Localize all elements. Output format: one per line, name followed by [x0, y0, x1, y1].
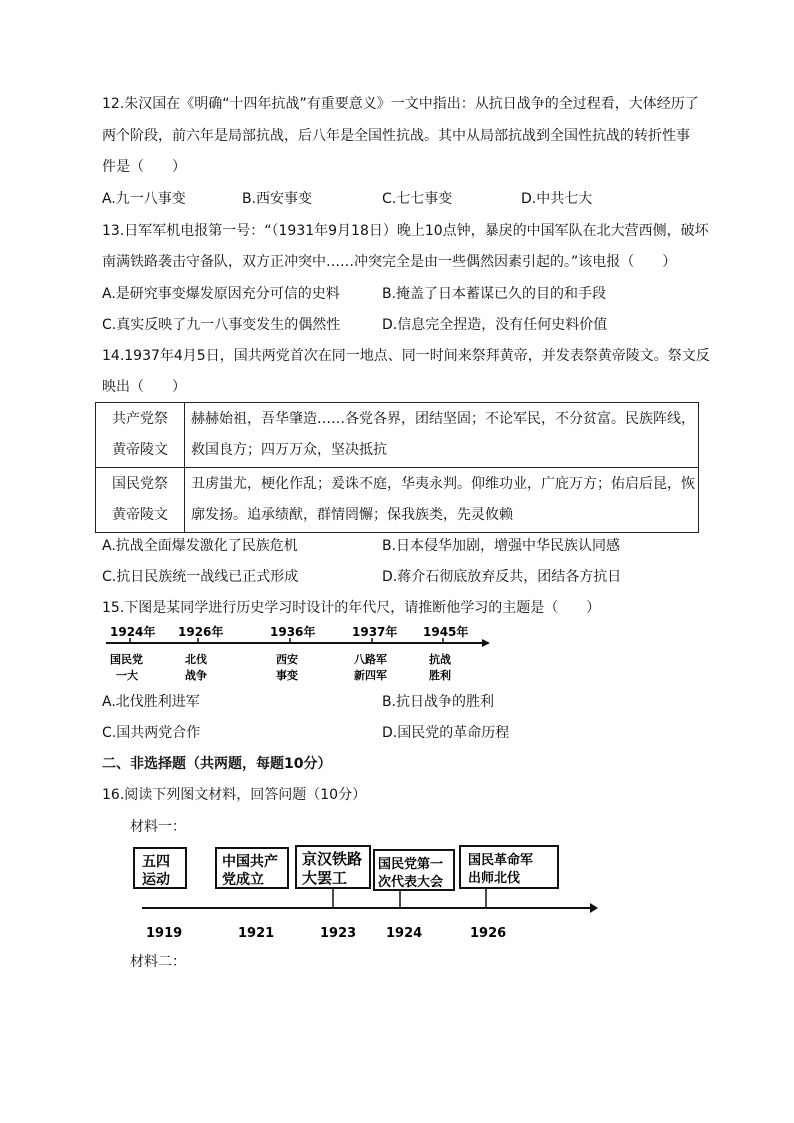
text-line: 廓发扬。追承绩猷，群情罔懈；保我族类，先灵攸赖	[191, 507, 513, 523]
q13-option-b: B.掩盖了日本蓄谋已久的目的和手段	[382, 286, 607, 302]
timeline-year: 1945年	[423, 625, 469, 639]
q14-option-c: C.抗日民族统一战线已正式形成	[102, 569, 299, 585]
q14-option-d: D.蒋介石彻底放弃反共，团结各方抗日	[382, 569, 622, 585]
q14-stem-line2: 映出（ ）	[102, 379, 186, 395]
q14-stem-line1: 14.1937年4月5日，国共两党首次在同一地点、同一时间来祭拜黄帝，并发表祭黄帝陵文。祭文反	[102, 348, 710, 364]
q14-option-b: B.日本侵华加剧，增强中华民族认同感	[382, 538, 621, 554]
row-label	[96, 468, 185, 533]
timeline-year: 1924	[386, 926, 423, 941]
text-line: 丑虏蚩尤，梗化作乱；爰诛不庭，华夷永判。仰维功业，广庇万方；佑启后昆，恢	[191, 476, 695, 492]
timeline-event: 胜利	[429, 669, 451, 682]
q16-timeline	[128, 842, 608, 946]
event-label: 运动	[142, 872, 170, 888]
timeline-event: 抗战	[429, 653, 451, 666]
q13-option-a: A.是研究事变爆发原因充分可信的史料	[102, 286, 340, 302]
event-label: 五四	[142, 854, 170, 870]
row-text	[185, 468, 699, 533]
timeline-entry	[374, 850, 454, 941]
q13-stem-line2: 南满铁路袭击守备队，双方正冲突中……冲突完全是由一些偶然因素引起的。”该电报（ ）	[102, 254, 677, 270]
q15-stem: 15.下图是某同学进行历史学习时设计的年代尺，请推断他学习的主题是（ ）	[102, 600, 601, 616]
q15-option-b: B.抗日战争的胜利	[382, 694, 495, 710]
timeline-arrow	[482, 639, 490, 647]
q16-stem: 16.阅读下列图文材料，回答问题（10分）	[102, 787, 367, 803]
timeline-year: 1936年	[270, 625, 316, 639]
q13-option-d: D.信息完全捏造，没有任何史料价值	[382, 317, 608, 333]
material-two-label: 材料二：	[130, 954, 186, 970]
q12-option-b: B.西安事变	[242, 191, 313, 207]
event-label: 国民党第一	[378, 857, 444, 872]
timeline-event: 北伐	[185, 653, 207, 666]
event-label: 国民革命军	[468, 853, 534, 868]
timeline-entry	[352, 624, 397, 682]
timeline-year: 1919	[146, 926, 183, 941]
label-line: 黄帝陵文	[112, 507, 168, 523]
timeline-year: 1921	[238, 926, 275, 941]
timeline-event: 西安	[276, 653, 298, 666]
timeline-arrow	[590, 903, 598, 913]
timeline-entry	[216, 848, 288, 941]
q13-stem-line1: 13.日军军机电报第一号：“（1931年9月18日）晚上10点钟，暴戾的中国军队在北大营西侧，破坏	[102, 223, 709, 239]
timeline-year: 1926	[470, 926, 507, 941]
q15-option-a: A.北伐胜利进军	[102, 694, 200, 710]
timeline-event: 国民党	[110, 653, 143, 666]
q12-stem-line1: 12.朱汉国在《明确“十四年抗战”有重要意义》一文中指出：从抗日战争的全过程看，大体经历了	[102, 96, 699, 112]
event-label: 京汉铁路	[302, 850, 363, 868]
q12-option-a: A.九一八事变	[102, 191, 186, 207]
label-line: 国民党祭	[112, 476, 168, 492]
q14-eulogy-table	[95, 402, 699, 533]
q12-stem-line2: 两个阶段，前六年是局部抗战，后八年是全国性抗战。其中从局部抗战到全国性抗战的转折性事	[102, 128, 690, 144]
section-heading: 二、非选择题（共两题，每题10分）	[102, 756, 332, 772]
event-label: 次代表大会	[378, 875, 444, 890]
timeline-year: 1926年	[178, 625, 224, 639]
q12-option-c: C.七七事变	[382, 191, 453, 207]
row-label	[96, 403, 185, 468]
material-one-label: 材料一：	[130, 819, 186, 835]
table-row	[96, 403, 699, 468]
q15-timeline	[100, 620, 500, 688]
timeline-entry	[270, 624, 315, 682]
label-line: 共产党祭	[112, 411, 168, 427]
timeline-year: 1924年	[110, 625, 156, 639]
label-line: 黄帝陵文	[112, 442, 168, 458]
timeline-entry	[178, 624, 223, 682]
timeline-event: 事变	[276, 669, 298, 682]
timeline-entry	[460, 846, 558, 941]
q14-option-a: A.抗战全面爆发激化了民族危机	[102, 538, 298, 554]
timeline-year: 1937年	[352, 625, 398, 639]
timeline-entry	[296, 846, 370, 941]
timeline-event: 一大	[116, 669, 138, 682]
q15-option-c: C.国共两党合作	[102, 725, 201, 741]
row-text	[185, 403, 699, 468]
q12-stem-line3: 件是（ ）	[102, 159, 186, 175]
timeline-event: 战争	[185, 669, 207, 682]
q15-option-d: D.国民党的革命历程	[382, 725, 510, 741]
text-line: 救国良方；四万万众，坚决抵抗	[191, 442, 387, 458]
event-label: 大罢工	[302, 869, 348, 887]
event-label: 党成立	[222, 872, 264, 888]
timeline-entry	[134, 848, 186, 941]
timeline-event: 八路军	[354, 653, 387, 666]
q12-option-d: D.中共七大	[521, 191, 593, 207]
event-label: 出师北伐	[468, 871, 521, 886]
timeline-year: 1923	[320, 926, 357, 941]
timeline-entry	[423, 624, 468, 682]
text-line: 赫赫始祖，吾华肇造……各党各界，团结坚固；不论军民，不分贫富。民族阵线，	[191, 411, 695, 427]
timeline-entry	[110, 624, 155, 682]
q13-option-c: C.真实反映了九一八事变发生的偶然性	[102, 317, 341, 333]
table-row	[96, 468, 699, 533]
timeline-event: 新四军	[354, 669, 387, 682]
event-label: 中国共产	[222, 854, 278, 870]
